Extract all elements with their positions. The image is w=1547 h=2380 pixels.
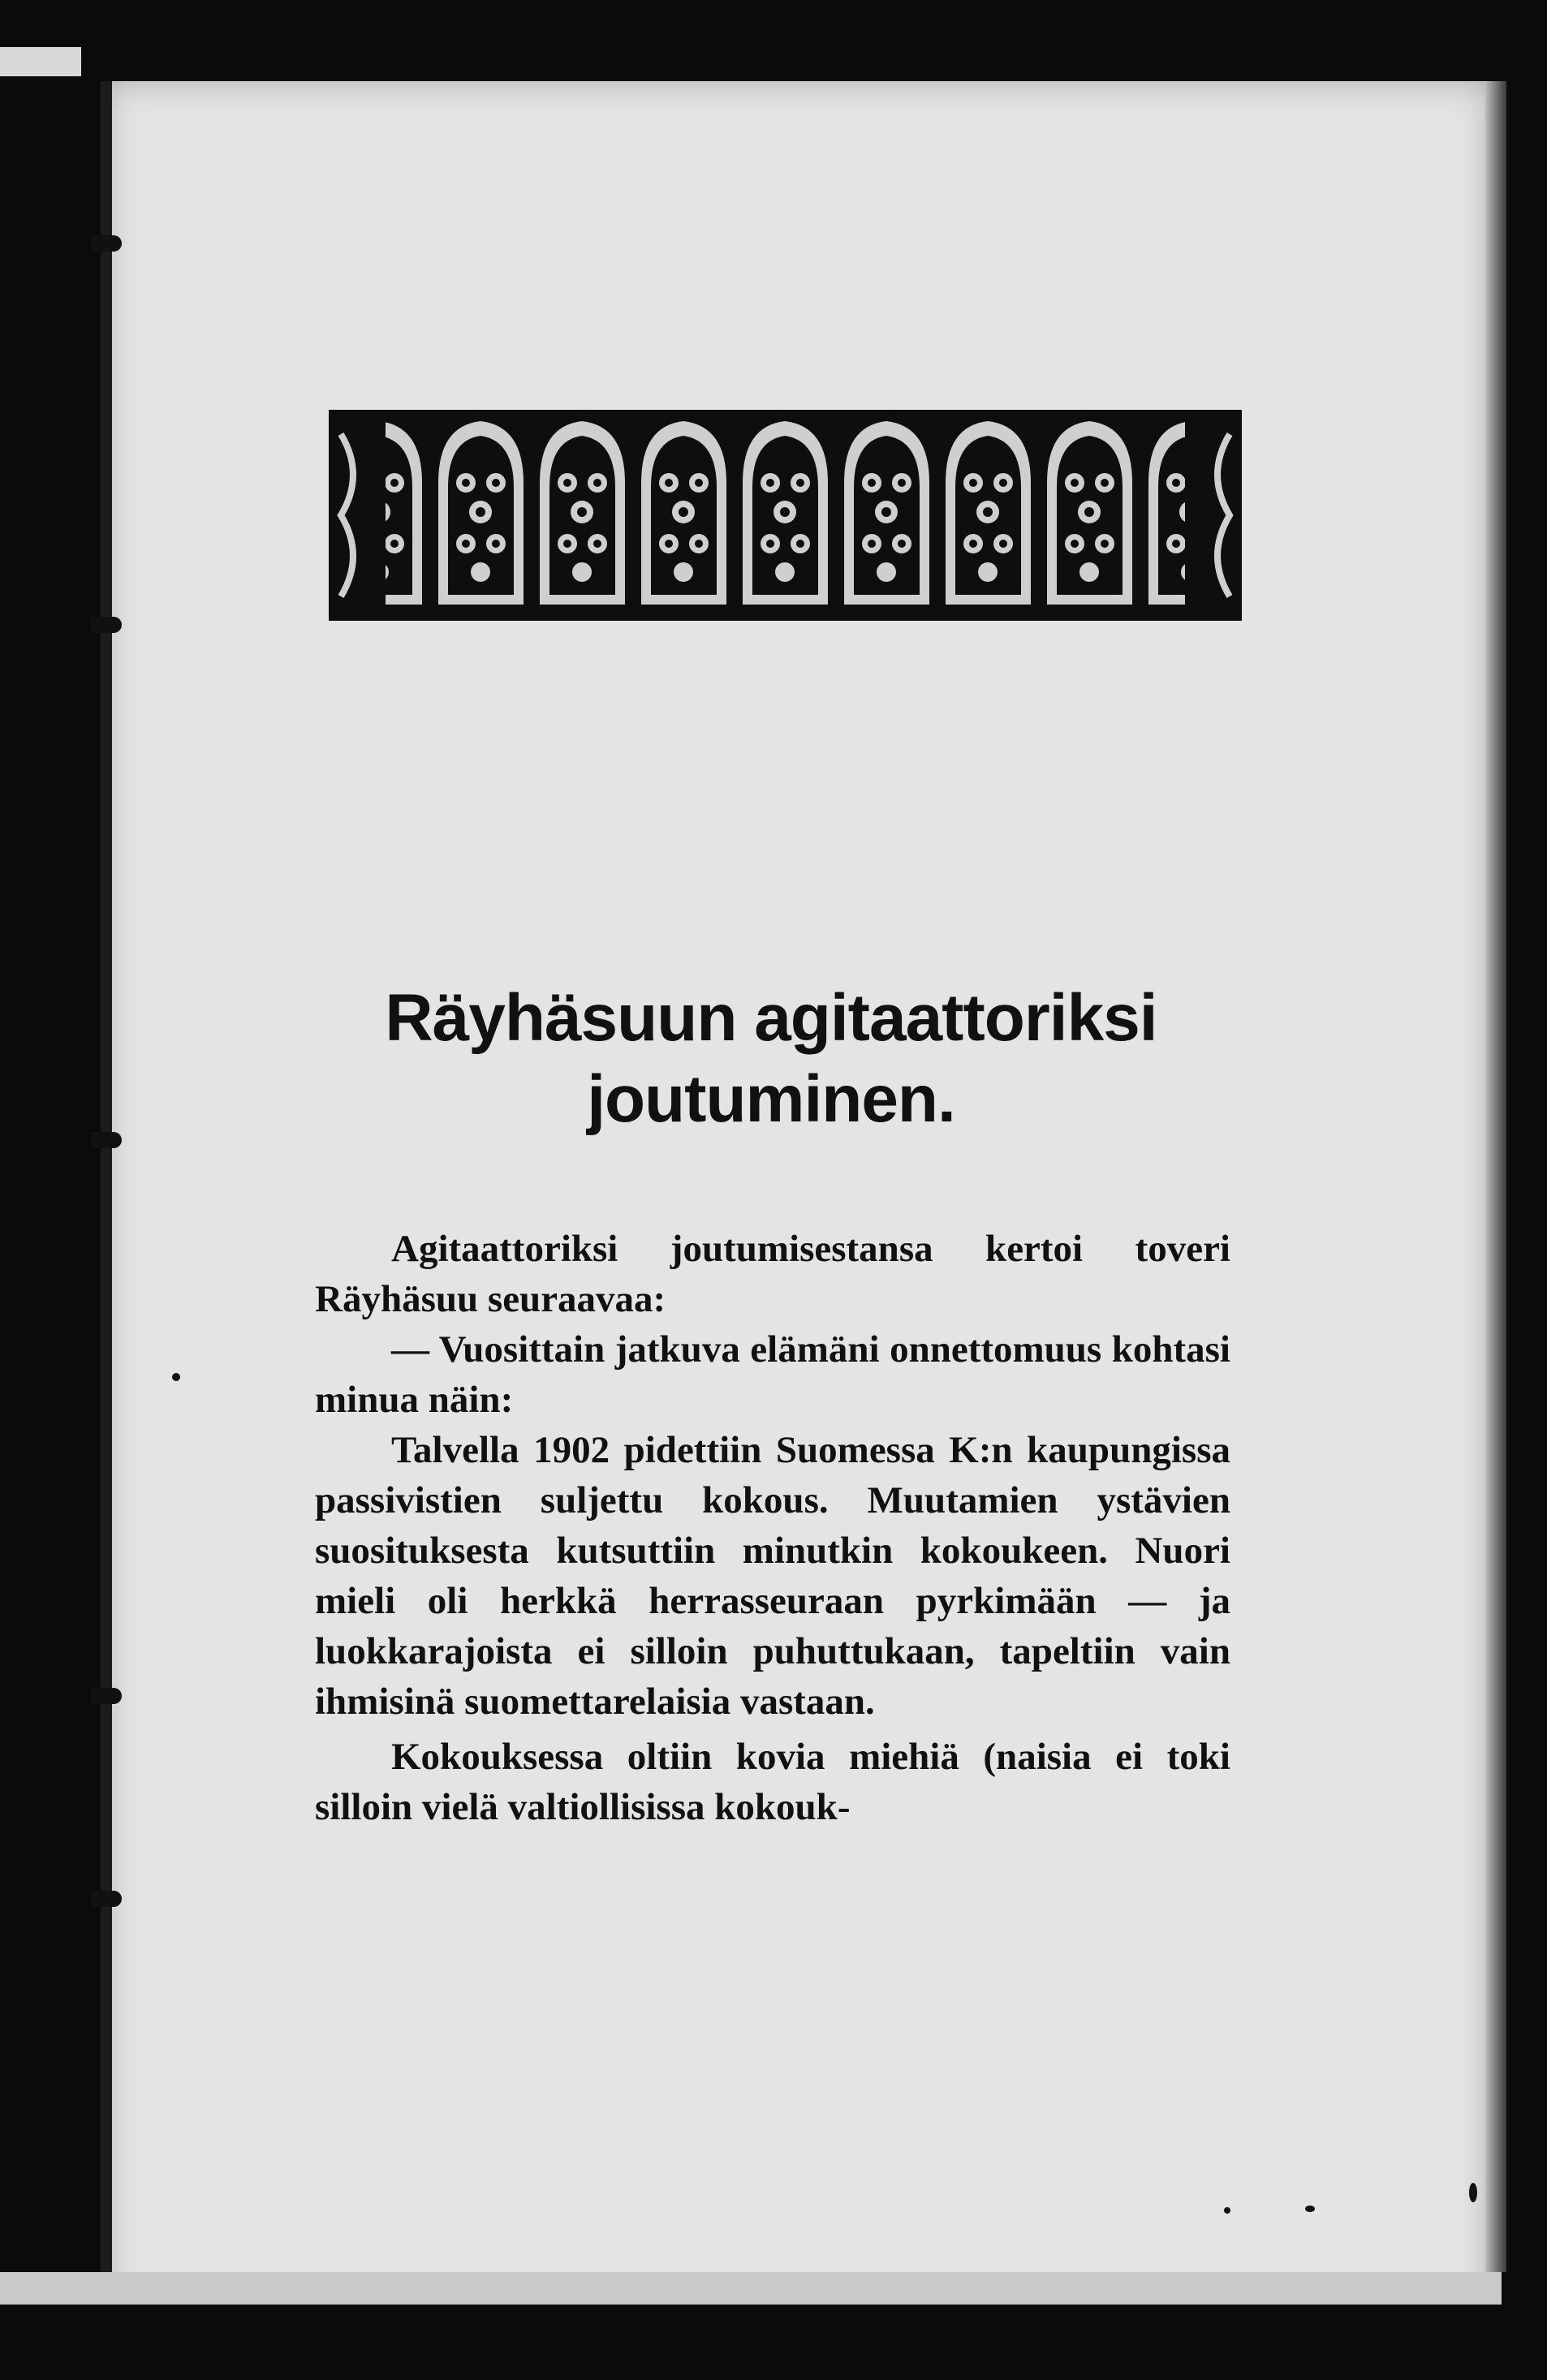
chapter-title <box>243 978 1299 1140</box>
binding-stitch <box>91 235 122 252</box>
paragraph: Kokouksessa oltiin kovia miehiä (naisia ei toki silloin vielä valtiollisissa kokouk- <box>315 1736 1230 1828</box>
chapter-title-line-1: Räyhäsuun agitaattoriksi <box>385 981 1157 1055</box>
scan-speck <box>1469 2183 1477 2202</box>
binding-stitch <box>91 1688 122 1704</box>
binding-stitch <box>91 1891 122 1907</box>
chapter-title-line-2: joutuminen. <box>587 1062 955 1136</box>
paragraph: — Vuosittain jatkuva elämäni onnettomuus kohtasi minua näin: <box>315 1328 1230 1421</box>
binding-thread <box>101 81 112 2321</box>
chapter-body <box>315 1224 1230 1832</box>
binding-stitch <box>91 617 122 633</box>
scan-speck <box>1224 2207 1230 2214</box>
previous-page-edge <box>0 47 81 76</box>
scan-speck <box>1305 2206 1315 2212</box>
page-bottom-edge <box>0 2272 1502 2305</box>
lattice-ornament-icon <box>329 410 1242 621</box>
paragraph: Agitaattoriksi joutumisestansa kertoi toveri Räyhäsuu seuraavaa: <box>315 1228 1230 1320</box>
scan-speck <box>172 1373 180 1381</box>
paragraph: Talvella 1902 pidettiin Suomessa K:n kaupungissa passivistien suljettu kokous. Muutamien ystävien suosituksesta kutsuttiin minutkin kokoukeen. Nuori mieli oli herkkä herrasseuraan pyrkimään — ja luokkarajoista ei silloin puhuttukaan, tapeltiin vain ihmisinä suomettarelaisia vastaan. <box>315 1429 1230 1723</box>
page-right-edge <box>1485 81 1506 2321</box>
binding-stitch <box>91 1132 122 1148</box>
